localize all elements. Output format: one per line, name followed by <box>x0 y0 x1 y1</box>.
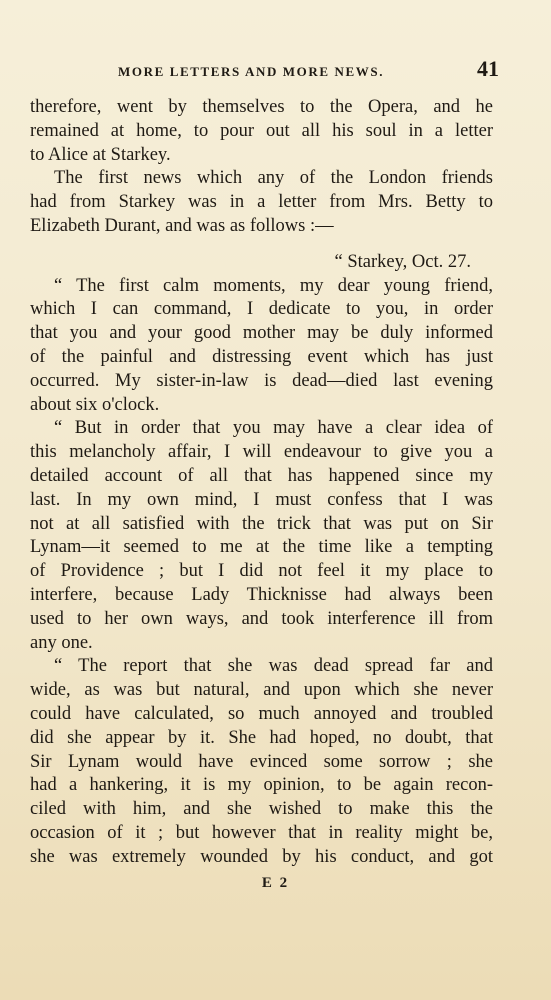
text-line: not at all satisfied with the trick that was put on Sir <box>30 513 493 534</box>
text-line: interfere, because Lady Thicknisse had always been <box>30 584 493 605</box>
text-line: could have calculated, so much annoyed and troubled <box>30 703 493 724</box>
page-number: 41 <box>477 56 499 81</box>
text-line: had a hankering, it is my opinion, to be again recon- <box>30 775 493 796</box>
body-text <box>30 96 493 870</box>
text-line: ciled with him, and she wished to make this the <box>30 799 493 820</box>
text-line: of Providence ; but I did not feel it my place to <box>30 561 493 582</box>
text-line: did she appear by it. She had hoped, no doubt, that <box>30 727 493 748</box>
text-line: occurred. My sister-in-law is dead—died last evening <box>30 370 493 391</box>
text-line: “ But in order that you may have a clear idea of <box>54 418 493 439</box>
text-line: therefore, went by themselves to the Opera, and he <box>30 97 493 117</box>
text-line: this melancholy affair, I will endeavour to give you a <box>30 442 493 463</box>
running-title: MORE LETTERS AND MORE NEWS. <box>118 64 385 79</box>
text-line: she was extremely wounded by his conduct, and got <box>30 846 493 867</box>
text-line: last. In my own mind, I must confess that I was <box>30 489 493 510</box>
text-line: that you and your good mother may be duly informed <box>30 323 493 344</box>
text-line: detailed account of all that has happened since my <box>30 465 493 486</box>
letter-dateline: “ Starkey, Oct. 27. <box>334 251 471 272</box>
text-line: to Alice at Starkey. <box>30 144 171 165</box>
text-line: of the painful and distressing event which has just <box>30 346 493 367</box>
text-line: “ The report that she was dead spread far and <box>54 656 493 677</box>
text-line: “ The first calm moments, my dear young friend, <box>54 275 493 296</box>
text-line: Sir Lynam would have evinced some sorrow ; she <box>30 751 493 772</box>
text-line: Elizabeth Durant, and was as follows :— <box>30 215 334 236</box>
text-line: Lynam—it seemed to me at the time like a tempting <box>30 537 493 558</box>
text-line: wide, as was but natural, and upon which she never <box>30 680 493 701</box>
text-line: used to her own ways, and took interference ill from <box>30 608 493 629</box>
text-line: any one. <box>30 632 93 653</box>
text-line: had from Starkey was in a letter from Mrs. Betty to <box>30 192 493 213</box>
text-line: about six o'clock. <box>30 394 160 415</box>
signature-mark: E 2 <box>261 875 290 891</box>
page-header <box>30 58 499 84</box>
text-line: The first news which any of the London friends <box>54 168 493 189</box>
text-line: remained at home, to pour out all his soul in a letter <box>30 120 493 141</box>
text-line: which I can command, I dedicate to you, in order <box>30 299 493 320</box>
text-line: occasion of it ; but however that in reality might be, <box>30 822 493 843</box>
paragraph-gap <box>30 239 493 251</box>
